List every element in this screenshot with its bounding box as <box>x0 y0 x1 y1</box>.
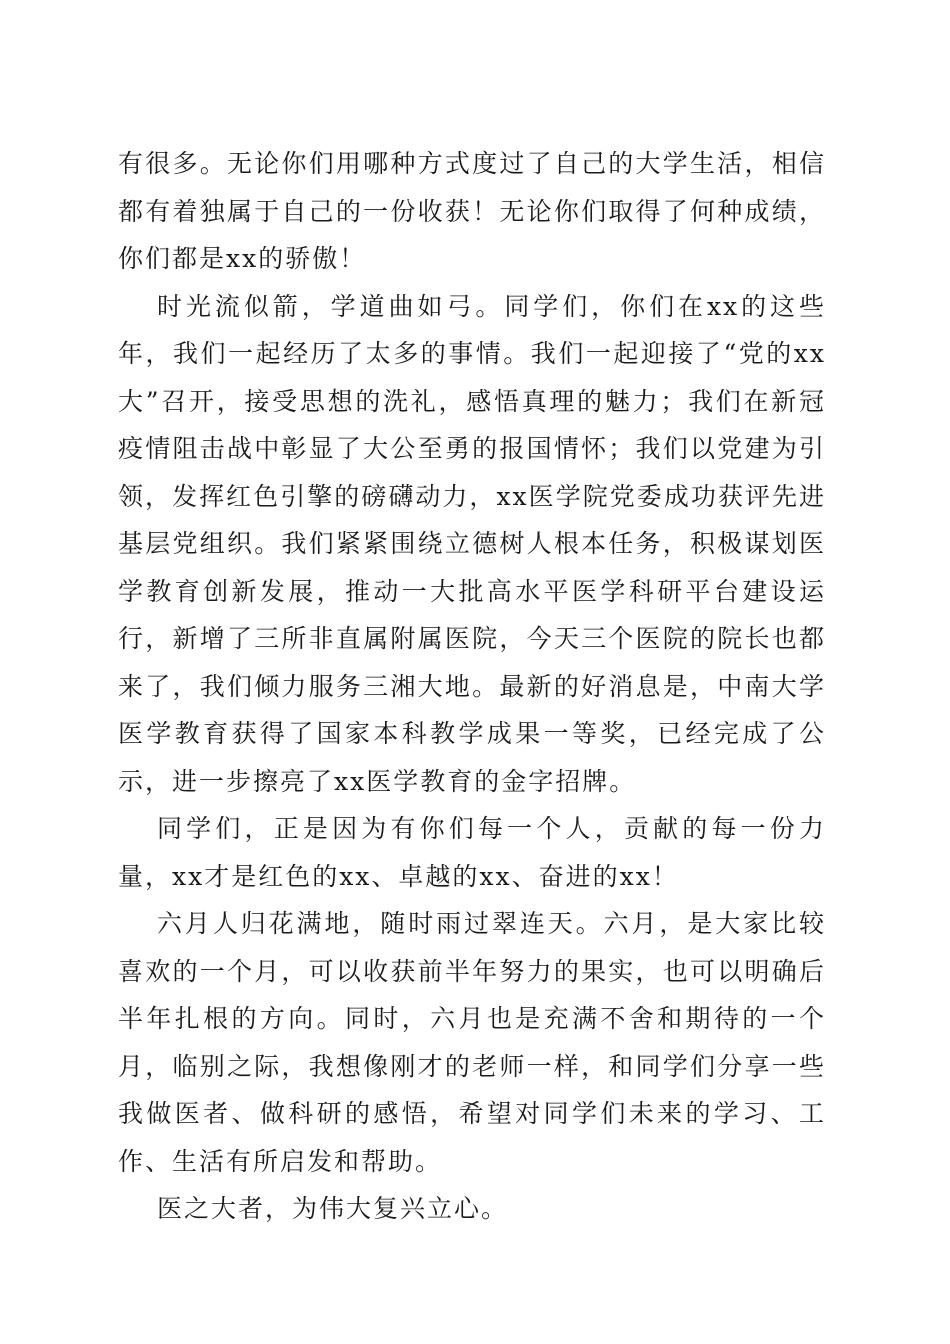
paragraph-heading-great-doctor: 医之大者，为伟大复兴立心。 <box>157 1194 509 1223</box>
paragraph-june: 六月人归花满地，随时雨过翠连天。六月，是大家比较喜欢的一个月，可以收获前半年努力的果实，也可以明确后半年扎根的方向。同时，六月也是充满不舍和期待的一个月，临别之际，我想像刚才的老师一样，和同学们分享一些我做医者、做科研的感悟，希望对同学们未来的学习、工作、生活有所启发和帮助。 <box>118 909 826 1176</box>
paragraph-students-contribution: 同学们，正是因为有你们每一个人，贡献的每一份力量，xx才是红色的xx、卓越的xx、奋进的xx！ <box>118 814 826 891</box>
paragraph-time-flies: 时光流似箭，学道曲如弓。同学们，你们在xx的这些年，我们一起经历了太多的事情。我们一起迎接了“党的xx大”召开，接受思想的洗礼，感悟真理的魅力；我们在新冠疫情阻击战中彰显了大公至勇的报国情怀；我们以党建为引领，发挥红色引擎的磅礴动力，xx医学院党委成功获评先进基层党组织。我们紧紧围绕立德树人根本任务，积极谋划医学教育创新发展，推动一大批高水平医学科研平台建设运行，新增了三所非直属附属医院，今天三个医院的院长也都来了，我们倾力服务三湘大地。最新的好消息是，中南大学医学教育获得了国家本科教学成果一等奖，已经完成了公示，进一步擦亮了xx医学教育的金字招牌。 <box>118 291 826 796</box>
document-page <box>118 140 826 1233</box>
paragraph-continuation: 有很多。无论你们用哪种方式度过了自己的大学生活，相信都有着独属于自己的一份收获！无论你们取得了何种成绩，你们都是xx的骄傲！ <box>118 149 826 273</box>
